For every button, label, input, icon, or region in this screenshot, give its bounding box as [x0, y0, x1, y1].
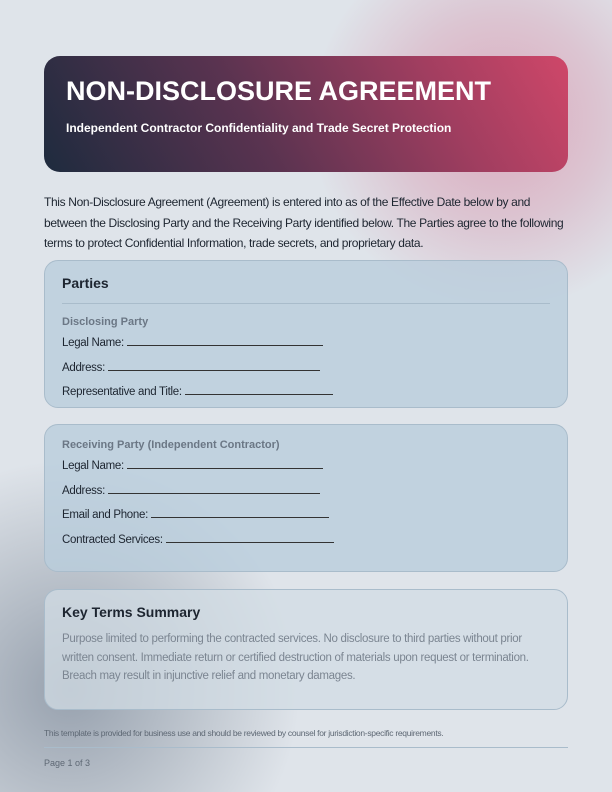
- receiving-address-field[interactable]: Address:: [62, 484, 550, 509]
- receiving-party-card: [44, 424, 568, 572]
- page-number: Page 1 of 3: [44, 758, 91, 768]
- footer-note: This template is provided for business use and should be reviewed by counsel for jurisdiction-specific requirements.: [44, 728, 444, 738]
- header-banner: [44, 56, 568, 172]
- parties-heading: Parties: [62, 275, 109, 291]
- parties-card: [44, 260, 568, 408]
- disclosing-legal-name-field[interactable]: Legal Name:: [62, 336, 550, 361]
- disclosing-representative-field[interactable]: Representative and Title:: [62, 385, 550, 410]
- footer-divider: [44, 747, 568, 748]
- receiving-legal-name-field[interactable]: Legal Name:: [62, 459, 550, 484]
- intro-paragraph: This Non-Disclosure Agreement (Agreement) is entered into as of the Effective Date below by and between the Disclosing Party and the Receiving Party identified below. The Parties agree to the following terms to protect Confidential Information, trade secrets, and proprietary data.: [44, 195, 564, 250]
- disclosing-party-heading: Disclosing Party: [62, 316, 149, 328]
- document-subtitle: Independent Contractor Confidentiality and Trade Secret Protection: [66, 121, 452, 135]
- disclosing-address-field[interactable]: Address:: [62, 361, 550, 386]
- key-terms-body: Purpose limited to performing the contracted services. No disclosure to third parties without prior written consent. Immediate return or certified destruction of materials upon request or termination. Breach may result in injunctive relief and monetary damages.: [62, 633, 529, 682]
- document-title: NON-DISCLOSURE AGREEMENT: [66, 76, 492, 106]
- key-terms-heading: Key Terms Summary: [62, 604, 201, 620]
- key-terms-card: [44, 589, 568, 710]
- receiving-party-heading: Receiving Party (Independent Contractor): [62, 439, 280, 451]
- receiving-email-phone-field[interactable]: Email and Phone:: [62, 508, 550, 533]
- receiving-services-field[interactable]: Contracted Services:: [62, 533, 550, 558]
- divider: [62, 303, 550, 304]
